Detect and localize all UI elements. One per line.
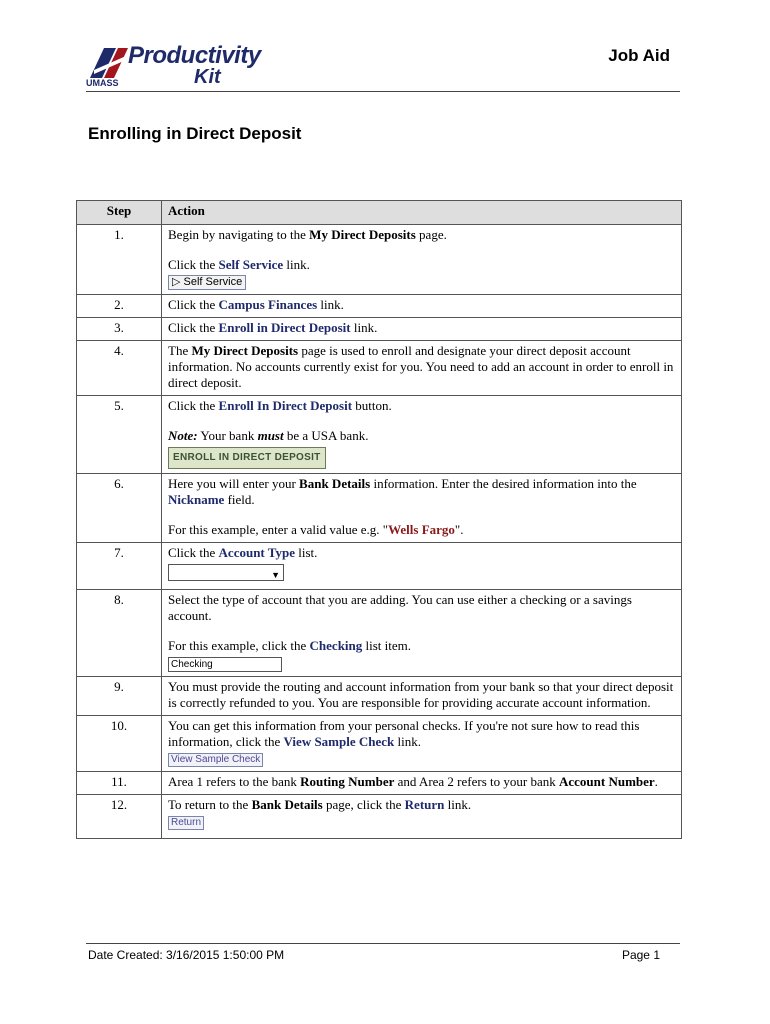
link-name: Self Service (218, 257, 284, 272)
emphasis-text: must (257, 428, 284, 443)
text: Here you will enter your (168, 476, 300, 491)
umass-logo-icon (86, 44, 130, 80)
account-type-dropdown[interactable] (168, 564, 284, 581)
text: and Area 2 refers to your bank (394, 774, 559, 789)
table-row (77, 318, 682, 341)
text: list. (295, 545, 318, 560)
text: Area 1 refers to the bank (168, 774, 301, 789)
action-text: Select the type of account that you are adding. You can use either a checking or a savings account. (168, 592, 632, 623)
link-name: Enroll in Direct Deposit (218, 320, 351, 335)
step-number: 2. (77, 295, 162, 318)
step-action (162, 318, 682, 341)
logo-text-kit: Kit (194, 66, 221, 88)
step-number: 9. (77, 677, 162, 716)
list-name: Account Type (218, 545, 295, 560)
step-action (162, 543, 682, 590)
text: be a USA bank. (283, 428, 369, 443)
table-row (77, 225, 682, 295)
text: field. (224, 492, 255, 507)
step-action (162, 341, 682, 396)
link-name: Return (404, 797, 445, 812)
text: page, click the (322, 797, 405, 812)
field-name: Nickname (168, 492, 225, 507)
bold-text: Account Number (558, 774, 655, 789)
text: Click the (168, 257, 219, 272)
text: You can get this information from your personal checks. If you're not sure how to read this information, click the (168, 718, 640, 749)
table-header-row (77, 201, 682, 225)
text: page is used to enroll and designate your direct deposit account information. No accounts currently exist for you. You need to add an account in order to enroll in direct deposit. (168, 343, 674, 390)
table-row (77, 396, 682, 474)
logo-text-productivity: Productivity (128, 42, 261, 69)
text: For this example, click the (168, 638, 310, 653)
step-action (162, 716, 682, 772)
text: link. (444, 797, 472, 812)
step-number: 12. (77, 795, 162, 839)
text: For this example, enter a valid value e.g. " (168, 522, 389, 537)
step-action (162, 474, 682, 543)
text: button. (352, 398, 392, 413)
text: ". (454, 522, 464, 537)
note-label: Note: (168, 428, 198, 443)
step-number: 3. (77, 318, 162, 341)
table-row (77, 716, 682, 772)
step-number: 4. (77, 341, 162, 396)
return-link[interactable]: Return (168, 816, 204, 830)
text: list item. (362, 638, 412, 653)
text: Begin by navigating to the (168, 227, 310, 242)
steps-table (76, 200, 682, 839)
text: link. (394, 734, 422, 749)
logo-text-umass: UMASS (86, 78, 119, 88)
step-number: 1. (77, 225, 162, 295)
productivity-kit-logo (86, 42, 261, 90)
self-service-link[interactable] (168, 275, 246, 290)
table-row (77, 772, 682, 795)
table-row (77, 341, 682, 396)
text: Click the (168, 297, 219, 312)
table-row (77, 295, 682, 318)
step-number: 11. (77, 772, 162, 795)
step-action (162, 795, 682, 839)
bold-text: My Direct Deposits (191, 343, 299, 358)
view-sample-check-link[interactable]: View Sample Check (168, 753, 263, 767)
text: The (168, 343, 192, 358)
triangle-right-icon: ▷ (172, 276, 181, 288)
link-label: Self Service (183, 276, 243, 288)
text: . (654, 774, 658, 789)
step-number: 8. (77, 590, 162, 677)
text: To return to the (168, 797, 252, 812)
link-name: Campus Finances (218, 297, 318, 312)
column-header-action: Action (162, 201, 682, 225)
step-number: 7. (77, 543, 162, 590)
action-text (168, 227, 675, 243)
bold-text: My Direct Deposits (309, 227, 416, 242)
step-action (162, 295, 682, 318)
text: Click the (168, 545, 219, 560)
footer-divider (86, 943, 680, 944)
chevron-down-icon: ▼ (271, 570, 280, 580)
step-action (162, 590, 682, 677)
step-action (162, 396, 682, 474)
page-title: Enrolling in Direct Deposit (88, 124, 302, 143)
checking-list-item[interactable]: Checking (168, 657, 282, 672)
step-number: 6. (77, 474, 162, 543)
link-name: View Sample Check (283, 734, 395, 749)
text: Your bank (197, 428, 258, 443)
text: link. (350, 320, 378, 335)
header-divider (86, 91, 680, 92)
step-action (162, 225, 682, 295)
bold-text: Routing Number (300, 774, 395, 789)
text: link. (283, 257, 310, 272)
entry-value: Wells Fargo (388, 522, 455, 537)
column-header-step: Step (77, 201, 162, 225)
bold-text: Bank Details (299, 476, 371, 491)
text: Click the (168, 398, 219, 413)
text: information. Enter the desired information into the (370, 476, 637, 491)
text: Click the (168, 320, 219, 335)
button-name: Enroll In Direct Deposit (218, 398, 353, 413)
table-row (77, 543, 682, 590)
step-number: 5. (77, 396, 162, 474)
step-action (162, 772, 682, 795)
table-row (77, 795, 682, 839)
step-number: 10. (77, 716, 162, 772)
table-row (77, 474, 682, 543)
job-aid-label: Job Aid (608, 46, 670, 65)
list-item-name: Checking (309, 638, 363, 653)
text: link. (317, 297, 344, 312)
date-created: Date Created: 3/16/2015 1:50:00 PM (88, 948, 285, 962)
bold-text: Bank Details (251, 797, 323, 812)
table-row (77, 677, 682, 716)
enroll-in-direct-deposit-button[interactable]: ENROLL IN DIRECT DEPOSIT (168, 447, 326, 469)
page-number: Page 1 (621, 948, 660, 962)
action-text (168, 257, 675, 273)
table-row (77, 590, 682, 677)
step-action: You must provide the routing and account information from your bank so that your direct deposit is correctly refunded to you. You are responsible for providing accurate account information. (162, 677, 682, 716)
text: page. (415, 227, 447, 242)
